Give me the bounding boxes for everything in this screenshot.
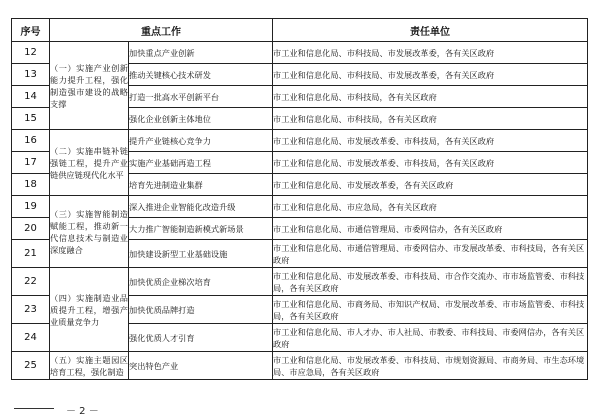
- task-cell: 强化企业创新主体地位: [129, 108, 273, 130]
- row-no: 14: [12, 86, 50, 108]
- page-number: － 2 －: [66, 406, 99, 417]
- row-no: 24: [12, 324, 50, 352]
- category-cell: （一）实施产业创新能力提升工程，强化制造强市建设的战略支撑: [50, 42, 129, 130]
- row-no: 25: [12, 352, 50, 380]
- row-no: 21: [12, 240, 50, 268]
- task-cell: 强化优质人才引育: [129, 324, 273, 352]
- row-no: 19: [12, 196, 50, 218]
- row-no: 16: [12, 130, 50, 152]
- task-cell: 实施产业基础再造工程: [129, 152, 273, 174]
- row-no: 12: [12, 42, 50, 64]
- resp-cell: 市工业和信息化局、市科技局、市发展改革委，各有关区政府: [273, 64, 588, 86]
- row-no: 18: [12, 174, 50, 196]
- task-cell: 培育先进制造业集群: [129, 174, 273, 196]
- task-cell: 突出特色产业: [129, 352, 273, 380]
- task-cell: 加快优质企业梯次培育: [129, 268, 273, 296]
- resp-cell: 市工业和信息化局、市人才办、市人社局、市教委、市科技局、市委网信办，各有关区政府: [273, 324, 588, 352]
- resp-cell: 市工业和信息化局、市发展改革委、市科技局，各有关区政府: [273, 152, 588, 174]
- header-task: 重点工作: [50, 19, 273, 42]
- row-no: 23: [12, 296, 50, 324]
- table-row: [12, 268, 588, 296]
- row-no: 17: [12, 152, 50, 174]
- category-cell: （五）实施主题园区培育工程，强化制造: [50, 352, 129, 380]
- header-no: 序号: [12, 19, 50, 42]
- resp-cell: 市工业和信息化局、市商务局、市知识产权局、市发展改革委、市市场监管委、市科技局，各有关区政府: [273, 296, 588, 324]
- category-cell: （二）实施串链补链强链工程，提升产业链供应链现代化水平: [50, 130, 129, 196]
- resp-cell: 市工业和信息化局、市发展改革委、市科技局、市规划资源局、市商务局、市生态环境局、市应急局，各有关区政府: [273, 352, 588, 380]
- resp-cell: 市工业和信息化局、市通信管理局、市委网信办、市发展改革委、市科技局，各有关区政府: [273, 240, 588, 268]
- task-cell: 深入推进企业智能化改造升级: [129, 196, 273, 218]
- table-row: [12, 196, 588, 218]
- task-cell: 加快重点产业创新: [129, 42, 273, 64]
- task-cell: 大力推广智能制造新模式新场景: [129, 218, 273, 240]
- resp-cell: 市工业和信息化局、市通信管理局、市委网信办，各有关区政府: [273, 218, 588, 240]
- task-cell: 提升产业链核心竞争力: [129, 130, 273, 152]
- footer-dash-left: [14, 408, 54, 409]
- task-cell: 打造一批高水平创新平台: [129, 86, 273, 108]
- task-table: [11, 18, 588, 380]
- task-cell: 加快建设新型工业基础设施: [129, 240, 273, 268]
- resp-cell: 市工业和信息化局、市发展改革委，各有关区政府: [273, 174, 588, 196]
- resp-cell: 市工业和信息化局、市发展改革委、市科技局、市合作交流办、市市场监管委、市科技局，各有关区政府: [273, 268, 588, 296]
- resp-cell: 市工业和信息化局、市科技局，各有关区政府: [273, 108, 588, 130]
- resp-cell: 市工业和信息化局、市科技局，各有关区政府: [273, 86, 588, 108]
- task-cell: 推动关键核心技术研发: [129, 64, 273, 86]
- category-cell: （三）实施智能制造赋能工程，推动新一代信息技术与制造业深度融合: [50, 196, 129, 268]
- resp-cell: 市工业和信息化局、市科技局、市发展改革委，各有关区政府: [273, 42, 588, 64]
- table-row: [12, 130, 588, 152]
- table-row: [12, 42, 588, 64]
- header-resp: 责任单位: [273, 19, 588, 42]
- row-no: 20: [12, 218, 50, 240]
- row-no: 15: [12, 108, 50, 130]
- task-cell: 加快优质品牌打造: [129, 296, 273, 324]
- header-row: [12, 19, 588, 42]
- row-no: 13: [12, 64, 50, 86]
- category-cell: （四）实施制造业品质提升工程，增强产业质量竞争力: [50, 268, 129, 352]
- resp-cell: 市工业和信息化局、市应急局，各有关区政府: [273, 196, 588, 218]
- table-row: [12, 352, 588, 380]
- resp-cell: 市工业和信息化局、市发展改革委、市科技局，各有关区政府: [273, 130, 588, 152]
- row-no: 22: [12, 268, 50, 296]
